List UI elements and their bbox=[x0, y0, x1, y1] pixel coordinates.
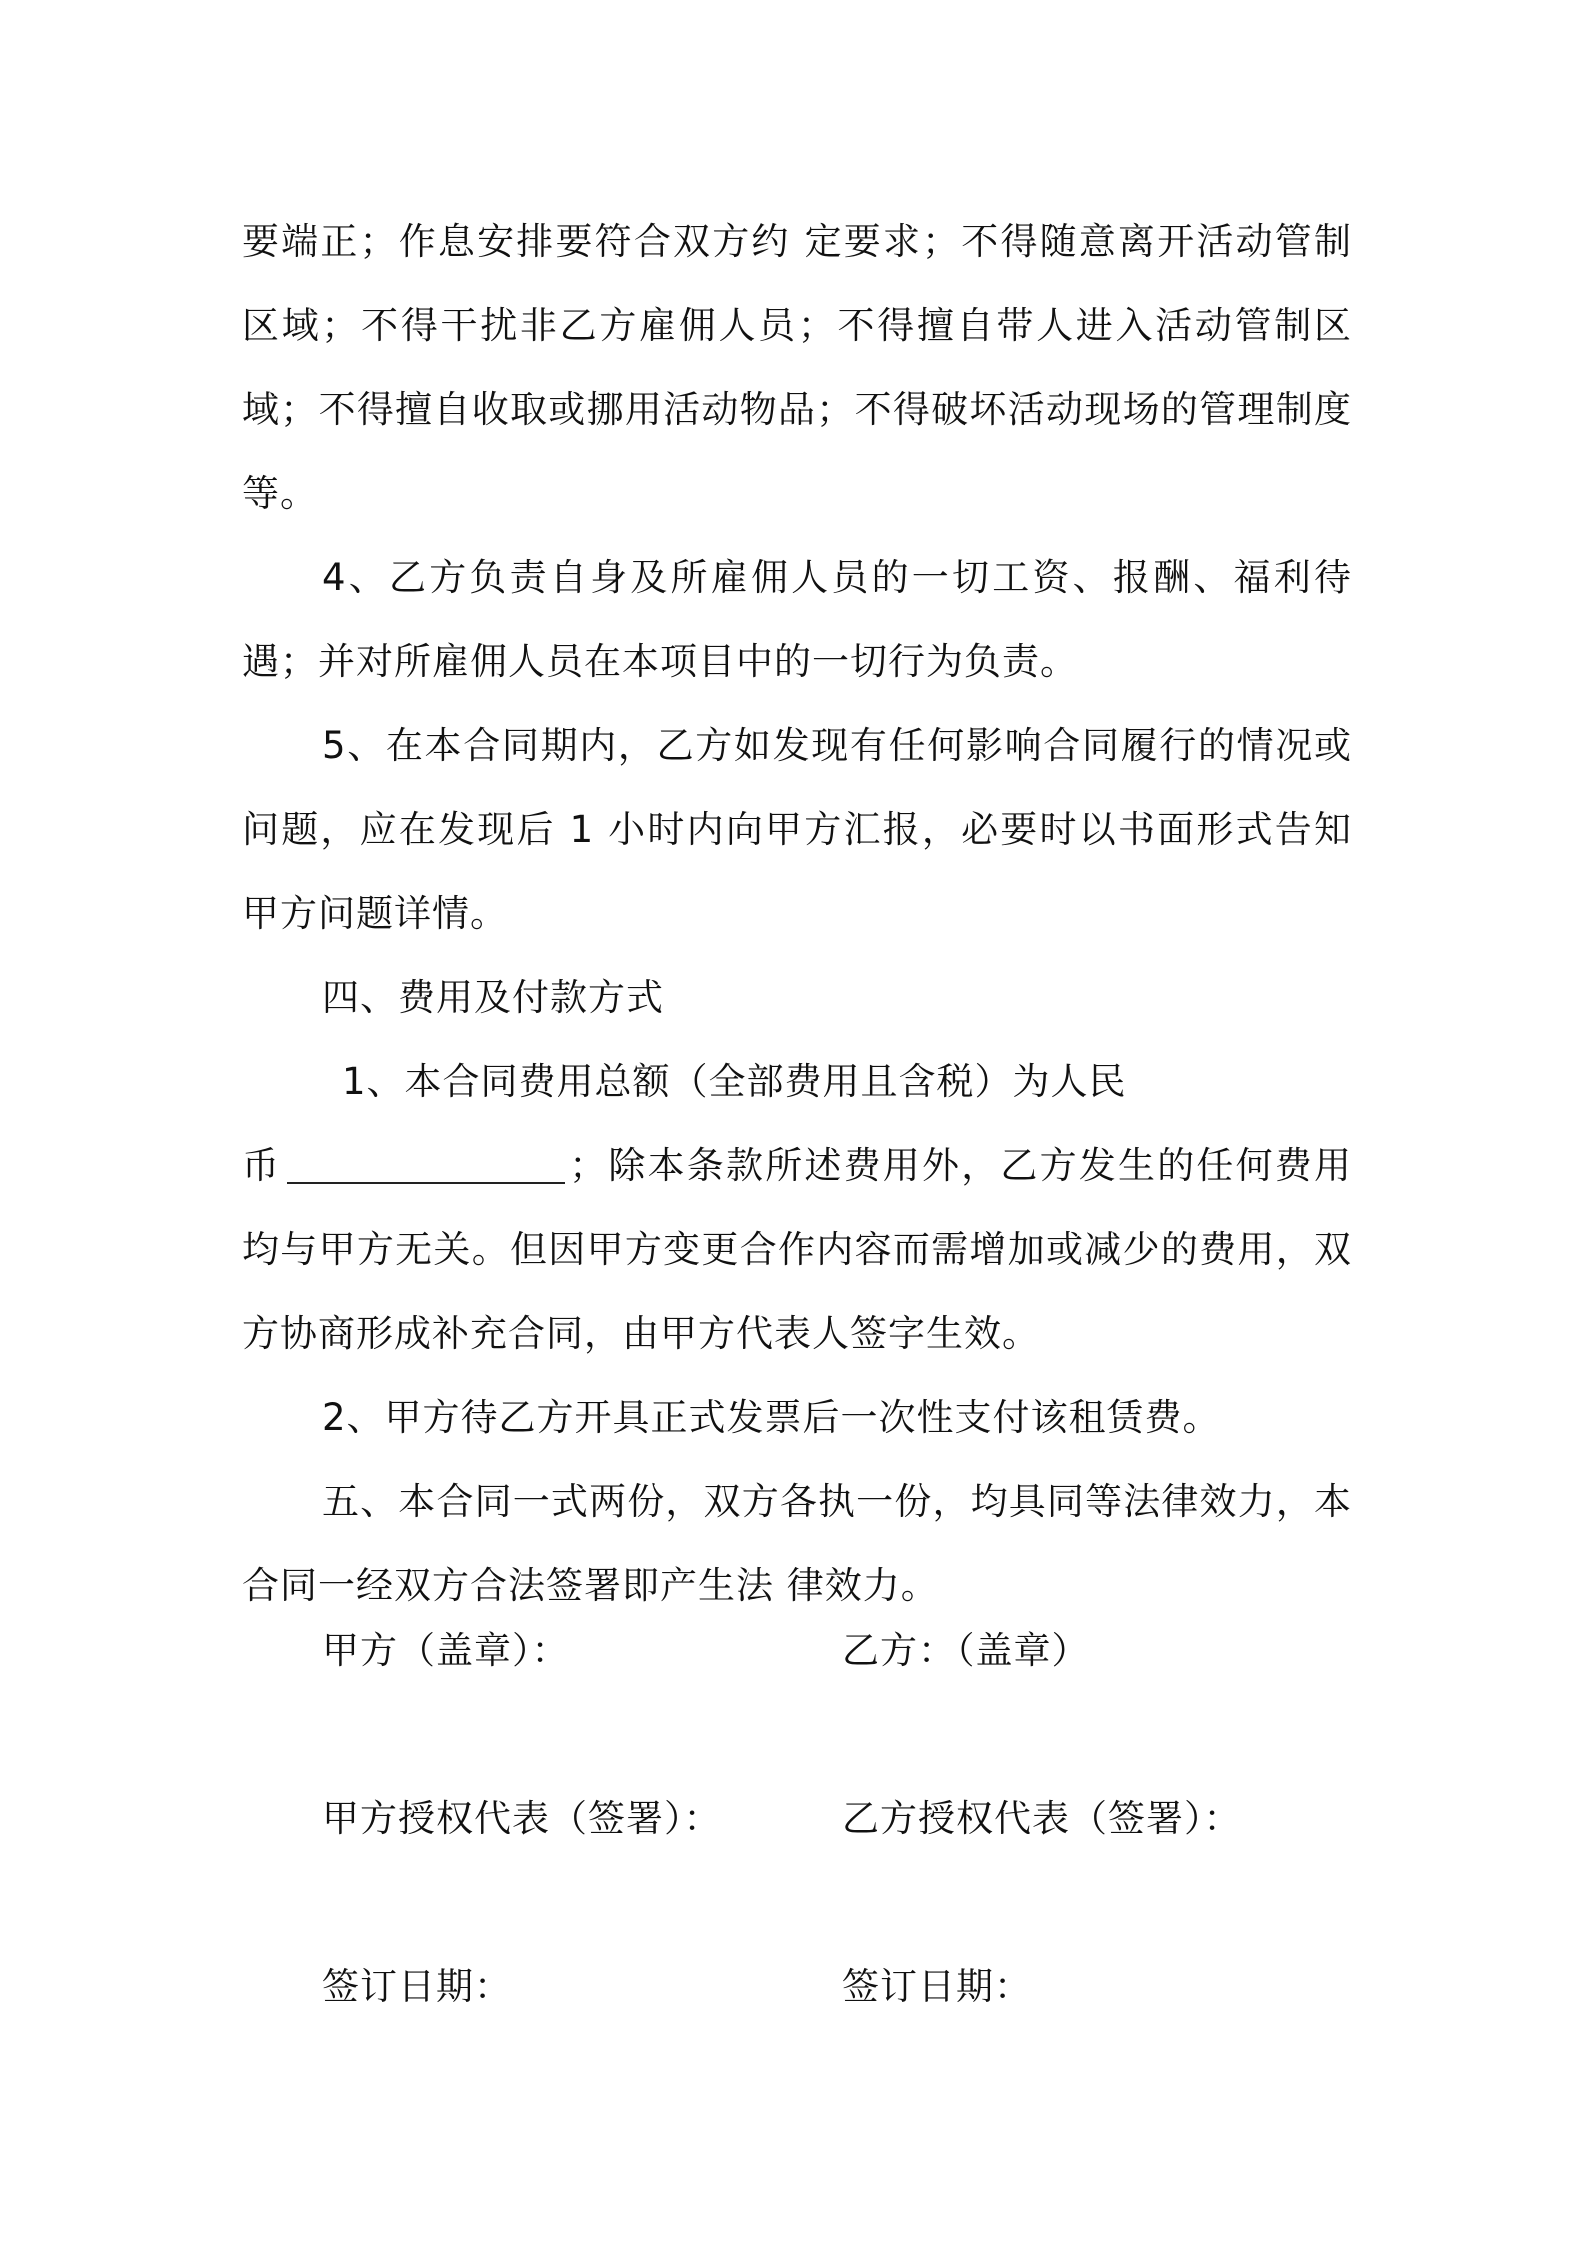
party-a-rep-label: 甲方授权代表（签署）： bbox=[322, 1797, 722, 1840]
paragraph-fee-total-line1: 1、本合同费用总额（全部费用且含税）为人民 bbox=[342, 1060, 1127, 1103]
paragraph-clause-4: 4、乙方负责自身及所雇佣人员的一切工资、报酬、福利待遇；并对所雇佣人员在本项目中的一切行为负责。 bbox=[242, 556, 1352, 683]
currency-label: 币 bbox=[242, 1144, 282, 1187]
party-b-date-label: 签订日期： bbox=[842, 1965, 1032, 2008]
amount-blank-line bbox=[287, 1142, 565, 1184]
paragraph-conduct-rules: 要端正；作息安排要符合双方约 定要求；不得随意离开活动管制区域；不得干扰非乙方雇佣人员；不得擅自带人进入活动管制区域；不得擅自收取或挪用活动物品；不得破坏活动现场的管理制度等。 bbox=[242, 220, 1352, 515]
party-a-date-label: 签订日期： bbox=[322, 1965, 512, 2008]
fee-terms-text: ；除本条款所述费用外，乙方发生的任何费用均与甲方无关。但因甲方变更合作内容而需增加或减少的费用，双方协商形成补充合同，由甲方代表人签字生效。 bbox=[242, 1144, 1353, 1355]
paragraph-section-5: 五、本合同一式两份，双方各执一份，均具同等法律效力，本合同一经双方合法签署即产生法 律效力。 bbox=[242, 1480, 1352, 1607]
party-b-seal-label: 乙方：（盖章） bbox=[842, 1629, 1090, 1672]
contract-body bbox=[242, 200, 1352, 1628]
party-b-rep-label: 乙方授权代表（签署）： bbox=[842, 1797, 1242, 1840]
section-heading-fees: 四、费用及付款方式 bbox=[322, 976, 664, 1019]
party-a-seal-label: 甲方（盖章）： bbox=[322, 1629, 570, 1672]
paragraph-fee-total-rest bbox=[242, 1124, 1352, 1376]
paragraph-clause-5: 5、在本合同期内，乙方如发现有任何影响合同履行的情况或问题，应在发现后 1 小时内向甲方汇报，必要时以书面形式告知甲方问题详情。 bbox=[242, 724, 1352, 935]
paragraph-payment: 2、甲方待乙方开具正式发票后一次性支付该租赁费。 bbox=[322, 1396, 1221, 1439]
